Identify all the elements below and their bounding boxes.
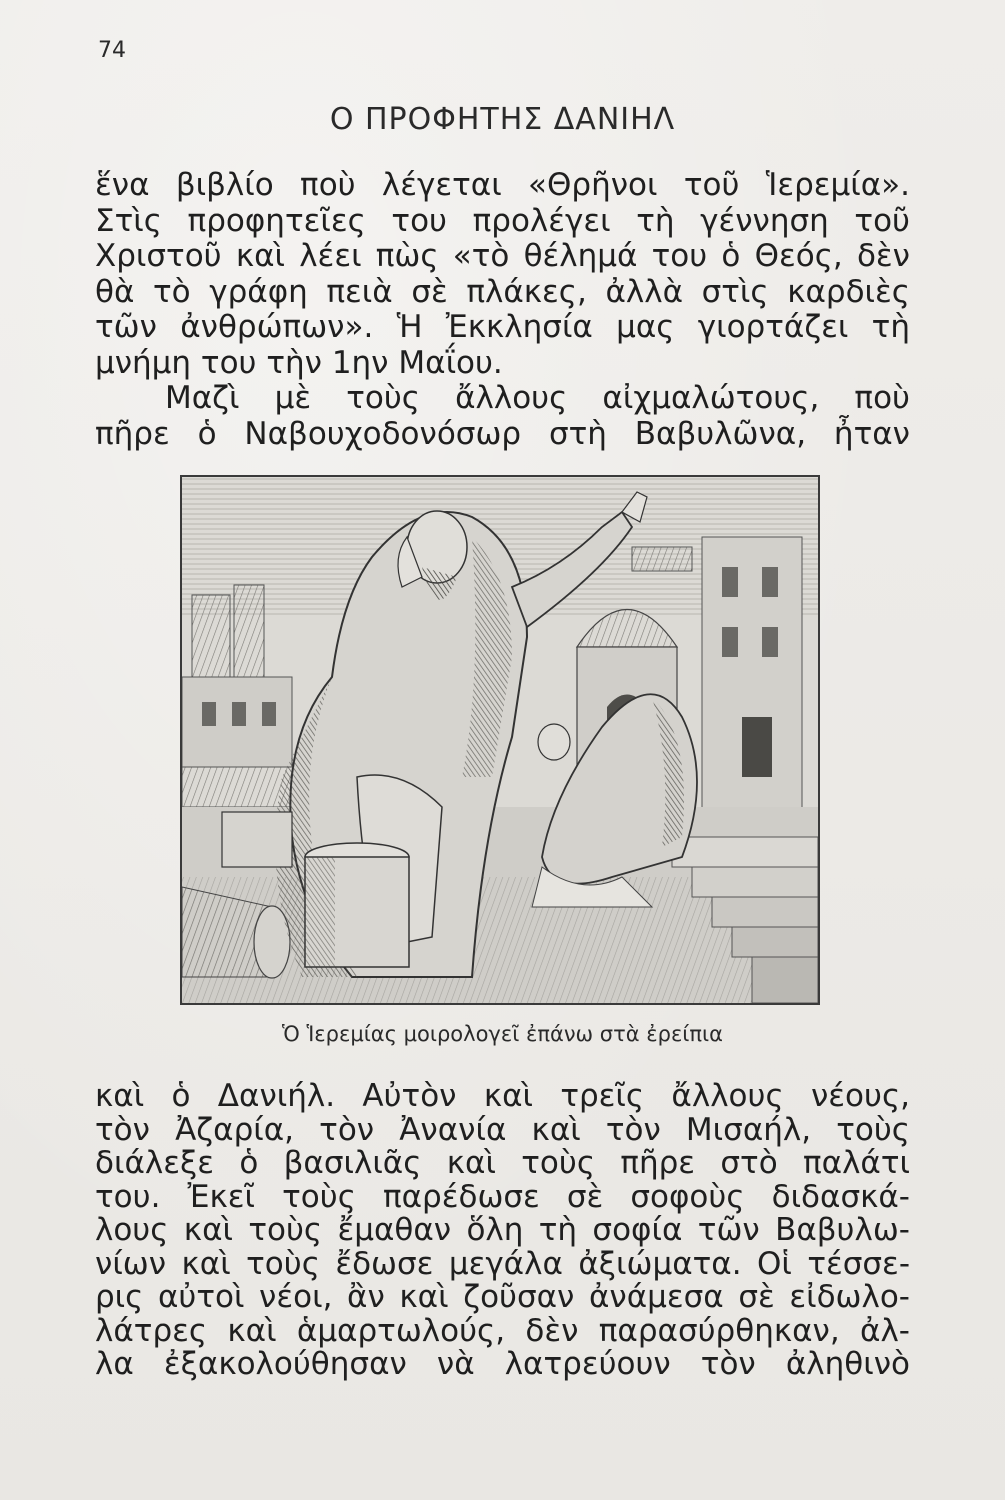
stone-well [222,812,292,867]
paragraph-top [95,168,910,452]
text-line: διάλεξε ὁ βασιλιᾶς καὶ τοὺς πῆρε στὸ παλάτι [95,1145,910,1181]
text-line: καὶ ὁ Δανιήλ. Αὐτὸν καὶ τρεῖς ἄλλους νέους, [95,1078,910,1114]
text-line: νίων καὶ τοὺς ἔδωσε μεγάλα ἀξιώματα. Οἱ τέσσε- [95,1245,910,1282]
stone-pedestal [305,843,409,967]
running-head: Ο ΠΡΟΦΗΤΗΣ ΔΑΝΙΗΛ [329,102,676,137]
text-line: τῶν ἀνθρώπων». Ἡ Ἐκκλησία μας γιορτάζει τὴ [95,309,910,345]
text-line: Στὶς προφητεῖες του προλέγει τὴ γέννηση τοῦ [95,202,910,239]
text-line: ρις αὐτοὶ νέοι, ἂν καὶ ζοῦσαν ἀνάμεσα σὲ εἰδωλο- [95,1279,910,1315]
illustration-jeremiah [180,475,820,1005]
text-line: λα ἐξακολούθησαν νὰ λατρεύουν τὸν ἀληθινὸ [95,1346,910,1382]
text-line: λάτρες καὶ ἁμαρτωλούς, δὲν παρασύρθηκαν, ἀλ- [95,1312,910,1349]
text-line: λους καὶ τοὺς ἔμαθαν ὅλη τὴ σοφία τῶν Βαβυλω- [95,1212,910,1248]
text-line: ἕνα βιβλίο ποὺ λέγεται «Θρῆνοι τοῦ Ἱερεμία». [95,167,910,203]
figure-caption: Ὁ Ἱερεμίας μοιρολογεῖ ἐπάνω στὰ ἐρείπια [281,1022,724,1046]
engraving-illustration [182,477,818,1003]
page-number: 74 [98,38,126,63]
text-line: του. Ἐκεῖ τοὺς παρέδωσε σὲ σοφοὺς διδασκά- [95,1178,910,1215]
text-line: τὸν Ἀζαρία, τὸν Ἀνανία καὶ τὸν Μισαήλ, τοὺς [95,1111,910,1148]
text-line: Μαζὶ μὲ τοὺς ἄλλους αἰχμαλώτους, ποὺ [165,380,910,416]
text-line: μνήμη του τὴν 1ην Μαΐου. [95,344,503,381]
text-line: Χριστοῦ καὶ λέει πὼς «τὸ θέλημά του ὁ Θεός, δὲν [95,238,910,274]
text-line: πῆρε ὁ Ναβουχοδονόσωρ στὴ Βαβυλῶνα, ἦταν [95,415,910,452]
text-line: θὰ τὸ γράφη πειὰ σὲ πλάκες, ἀλλὰ στὶς καρδιὲς [95,273,910,310]
paragraph-bottom [95,1080,910,1382]
